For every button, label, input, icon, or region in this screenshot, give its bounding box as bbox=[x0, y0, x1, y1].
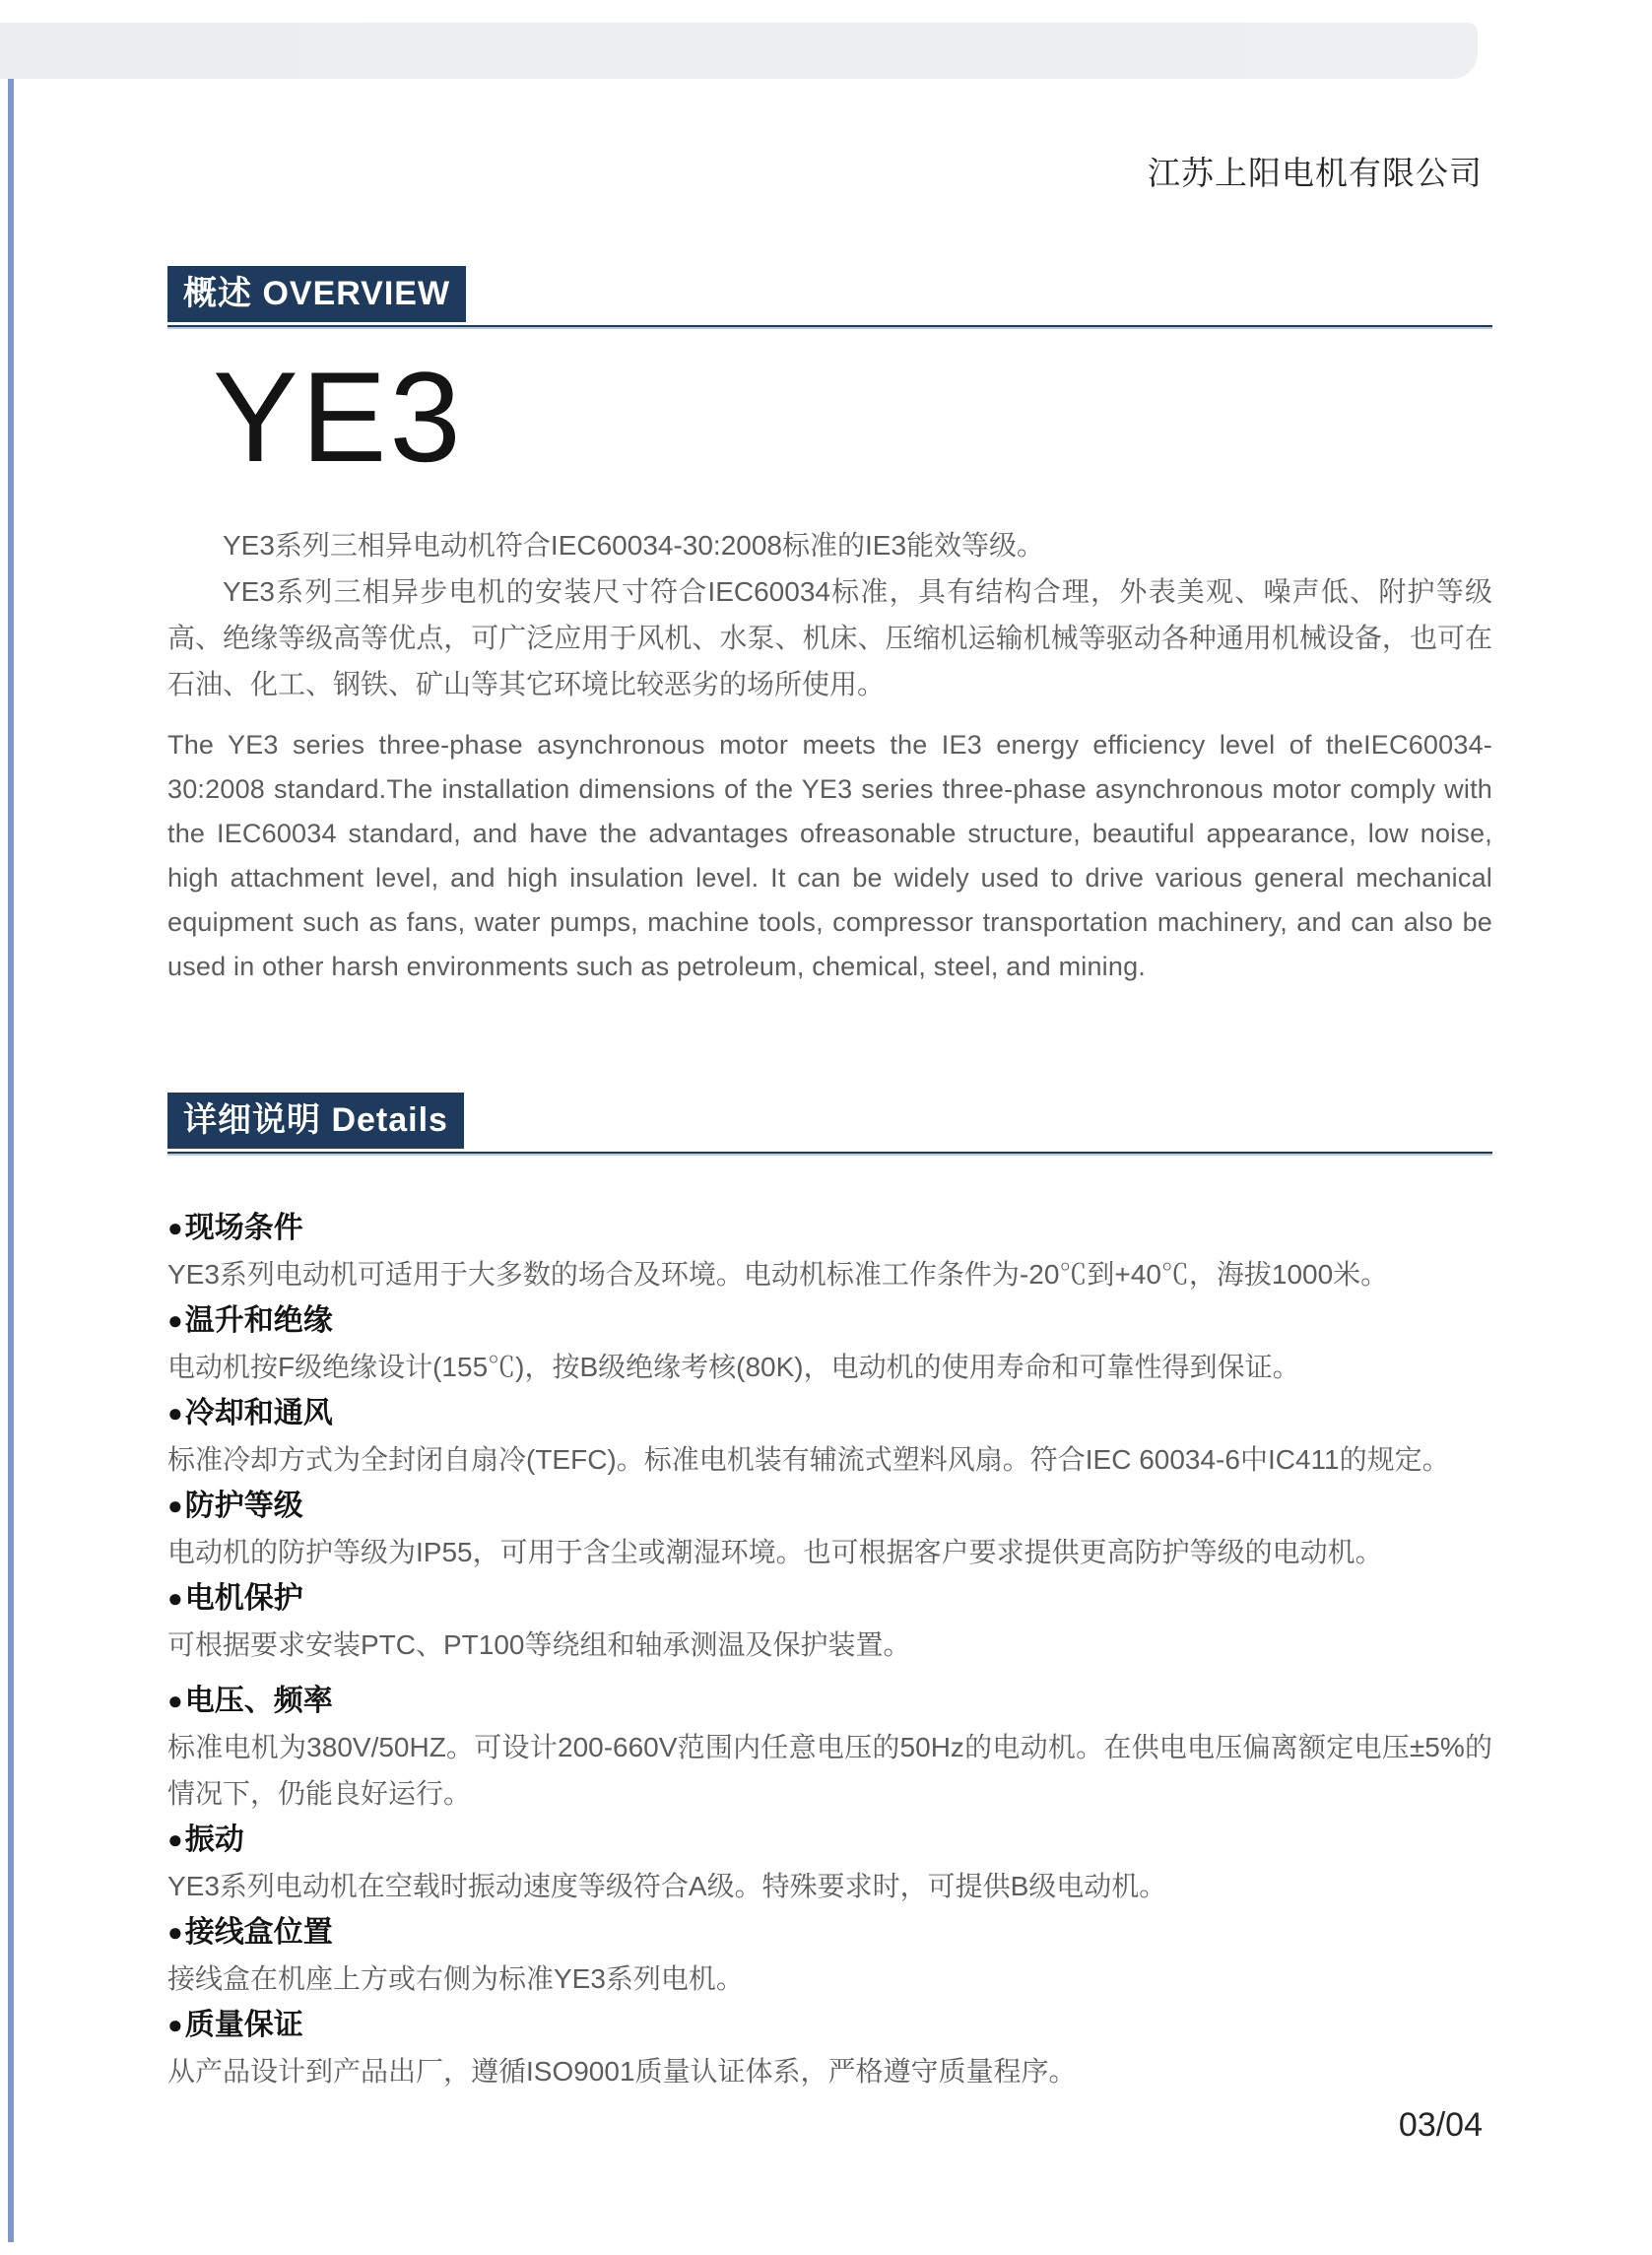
bullet-icon: ● bbox=[167, 1398, 183, 1427]
detail-heading-label: 振动 bbox=[184, 1824, 244, 1856]
detail-heading bbox=[167, 1205, 1492, 1251]
detail-heading-label: 冷却和通风 bbox=[184, 1397, 333, 1429]
detail-heading bbox=[167, 1483, 1492, 1529]
bullet-icon: ● bbox=[167, 1824, 183, 1854]
details-list bbox=[167, 1205, 1492, 2094]
detail-body: YE3系列电动机可适用于大多数的场合及环境。电动机标准工作条件为-20℃到+40℃，海拔1000米。 bbox=[167, 1259, 1389, 1290]
detail-heading-label: 质量保证 bbox=[184, 2009, 303, 2041]
detail-item bbox=[167, 1205, 1492, 1297]
detail-body: YE3系列电动机在空载时振动速度等级符合A级。特殊要求时，可提供B级电动机。 bbox=[167, 1871, 1167, 1901]
bullet-icon: ● bbox=[167, 1491, 183, 1520]
page-content bbox=[167, 0, 1492, 2145]
detail-body: 电动机的防护等级为IP55，可用于含尘或潮湿环境。也可根据客户要求提供更高防护等级的电动机。 bbox=[167, 1537, 1383, 1567]
detail-heading bbox=[167, 1817, 1492, 1863]
detail-heading-label: 现场条件 bbox=[184, 1212, 303, 1244]
bullet-icon: ● bbox=[167, 1917, 183, 1947]
detail-item bbox=[167, 1575, 1492, 1668]
detail-body: 标准冷却方式为全封闭自扇冷(TEFC)。标准电机装有辅流式塑料风扇。符合IEC 60034-6中IC411的规定。 bbox=[167, 1444, 1450, 1475]
detail-heading-label: 接线盒位置 bbox=[184, 1916, 333, 1949]
overview-rule bbox=[167, 325, 1492, 329]
detail-heading bbox=[167, 1297, 1492, 1344]
english-intro-paragraph: The YE3 series three-phase asynchronous motor meets the IE3 energy efficiency level of theIEC60034-30:2008 standard.The installation dimensions of the YE3 series three-phase asynchronous motor comply with the IEC60034 standard, and have the advantages ofreasonable structure, beautiful appearance, low noise, high attachment level, and high insulation level. It can be widely used to drive various general mechanical equipment such as fans, water pumps, machine tools, compressor transportation machinery, and can also be used in other harsh environments such as petroleum, chemical, steel, and mining. bbox=[167, 730, 1492, 981]
detail-body: 电动机按F级绝缘设计(155℃)，按B级绝缘考核(80K)，电动机的使用寿命和可靠性得到保证。 bbox=[167, 1352, 1300, 1382]
product-title: YE3 bbox=[213, 345, 464, 489]
detail-item bbox=[167, 1297, 1492, 1390]
bullet-icon: ● bbox=[167, 1686, 183, 1715]
details-rule bbox=[167, 1152, 1492, 1156]
detail-heading-label: 电压、频率 bbox=[184, 1685, 333, 1717]
left-accent-bar bbox=[8, 79, 14, 2242]
detail-body: 可根据要求安装PTC、PT100等绕组和轴承测温及保护装置。 bbox=[167, 1629, 911, 1660]
details-badge: 详细说明 Details bbox=[167, 1093, 464, 1149]
detail-body: 接线盒在机座上方或右侧为标准YE3系列电机。 bbox=[167, 1963, 744, 1994]
detail-heading bbox=[167, 2002, 1492, 2048]
overview-badge: 概述 OVERVIEW bbox=[167, 266, 466, 322]
detail-item bbox=[167, 1390, 1492, 1483]
detail-item bbox=[167, 1678, 1492, 1817]
bullet-icon: ● bbox=[167, 2010, 183, 2039]
company-name: 江苏上阳电机有限公司 bbox=[1148, 155, 1483, 191]
detail-item bbox=[167, 1909, 1492, 2002]
chinese-intro bbox=[167, 522, 1492, 707]
detail-heading bbox=[167, 1575, 1492, 1622]
detail-heading bbox=[167, 1390, 1492, 1436]
bullet-icon: ● bbox=[167, 1305, 183, 1335]
detail-heading bbox=[167, 1678, 1492, 1724]
details-section-header bbox=[167, 1093, 1492, 1156]
detail-heading-label: 电机保护 bbox=[184, 1582, 303, 1615]
bullet-icon: ● bbox=[167, 1213, 183, 1242]
detail-body: 从产品设计到产品出厂，遵循ISO9001质量认证体系，严格遵守质量程序。 bbox=[167, 2056, 1077, 2087]
detail-item bbox=[167, 1483, 1492, 1575]
chinese-intro-paragraph: YE3系列三相异电动机符合IEC60034-30:2008标准的IE3能效等级。 bbox=[223, 530, 1045, 561]
overview-section-header bbox=[167, 266, 1492, 329]
detail-item bbox=[167, 1817, 1492, 1909]
chinese-intro-paragraph: YE3系列三相异步电机的安装尺寸符合IEC60034标准，具有结构合理，外表美观、噪声低、附护等级高、绝缘等级高等优点，可广泛应用于风机、水泵、机床、压缩机运输机械等驱动各种通用机械设备，也可在石油、化工、钢铁、矿山等其它环境比较恶劣的场所使用。 bbox=[167, 576, 1492, 699]
detail-heading-label: 温升和绝缘 bbox=[184, 1304, 333, 1337]
detail-heading-label: 防护等级 bbox=[184, 1490, 303, 1522]
detail-body: 标准电机为380V/50HZ。可设计200-660V范围内任意电压的50Hz的电动机。在供电电压偏离额定电压±5%的情况下，仍能良好运行。 bbox=[167, 1732, 1492, 1809]
detail-heading bbox=[167, 1909, 1492, 1956]
page-number: 03/04 bbox=[1398, 2106, 1483, 2144]
bullet-icon: ● bbox=[167, 1583, 183, 1613]
detail-item bbox=[167, 2002, 1492, 2094]
